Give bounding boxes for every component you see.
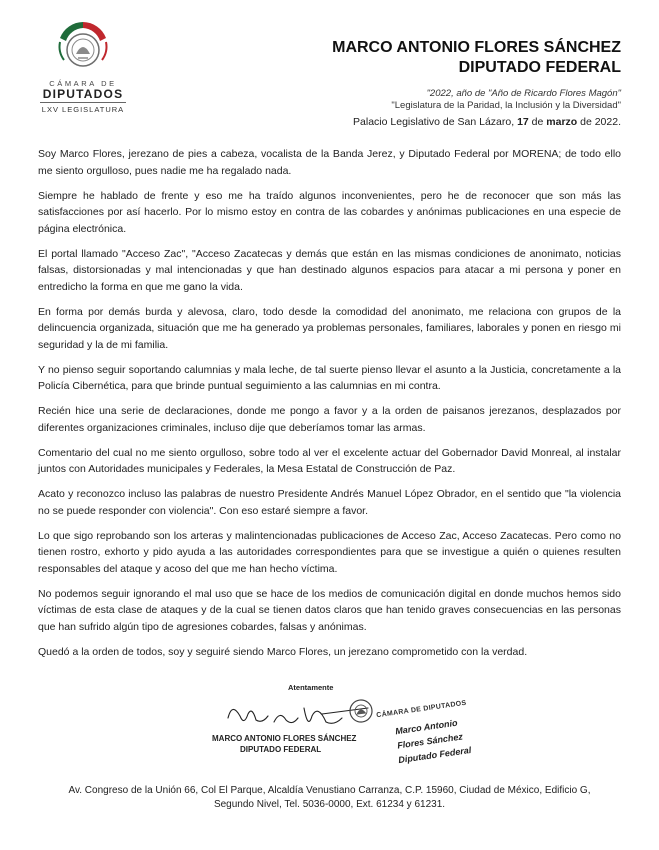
stamp-line: Marco Antonio <box>394 717 459 737</box>
deputy-title: DIPUTADO FEDERAL <box>458 59 621 76</box>
logo-camara-text: CÁMARA DE <box>49 79 117 88</box>
camara-logo <box>28 18 138 114</box>
logo-legislatura-text: LXV LEGISLATURA <box>40 102 126 114</box>
date-middle: de <box>528 116 547 128</box>
paragraph: Y no pienso seguir soportando calumnias y mala leche, de tal suerte pienso llevar el asunto a la Justicia, concretamente a la Policía Cibernética, para que brinde puntual seguimiento a las calumnias en mi contra. <box>38 363 621 392</box>
letter-body <box>38 146 621 669</box>
paragraph: El portal llamado "Acceso Zac", "Acceso Zacatecas y demás que están en las mismas condiciones de anonimato, noticias falsas, distorsionadas y mal intencionadas y que han destinado algunos espacios para atacar a mi persona y poner en entredicho la forma en que me gano la vida. <box>38 247 621 293</box>
signer-name: MARCO ANTONIO FLORES SÁNCHEZ <box>212 734 357 743</box>
paragraph: Siempre he hablado de frente y eso me ha traído algunos inconvenientes, pero he de reconocer que son más las satisfacciones por así hacerlo. Por lo mismo estoy en contra de las cobardes y anónimas publicaciones en una especie de página electrónica. <box>38 189 621 235</box>
logo-diputados-text: DIPUTADOS <box>42 87 124 101</box>
date-month: marzo <box>546 116 578 128</box>
paragraph: Quedó a la orden de todos, soy y seguiré siendo Marco Flores, un jerezano comprometido con la verdad. <box>38 645 528 658</box>
address-footer <box>38 784 621 812</box>
paragraph: Soy Marco Flores, jerezano de pies a cabeza, vocalista de la Banda Jerez, y Diputado Federal por MORENA; de todo ello me siento orgulloso, pues nadie me ha regalado nada. <box>38 148 621 177</box>
date-day: 17 <box>517 116 529 128</box>
legislature-motto: "Legislatura de la Paridad, la Inclusión y la Diversidad" <box>391 100 621 111</box>
coat-of-arms-icon <box>54 18 112 76</box>
paragraph: Acato y reconozco incluso las palabras de nuestro Presidente Andrés Manuel López Obrador, en el sentido que "la violencia no se puede responder con violencia". Con eso estaré siempre a favor. <box>38 488 621 517</box>
official-stamp-icon <box>344 696 379 726</box>
paragraph: Recién hice una serie de declaraciones, donde me pongo a favor y a la orden de paisanos jerezanos, desplazados por diferentes organizaciones criminales, incluso dije que deberíamos tomar las armas. <box>38 405 621 434</box>
letterhead <box>332 38 621 112</box>
atentamente-label: Atentamente <box>288 683 334 692</box>
signer-title: DIPUTADO FEDERAL <box>240 745 322 754</box>
stamp-line: Diputado Federal <box>397 744 472 766</box>
paragraph: Lo que sigo reprobando son los arteras y malintencionadas publicaciones de Acceso Zac, Acceso Zacatecas. Pero como no tienen rostro, exhorto y pido ayuda a las autoridades correspondientes para que se investigue a quién o quienes resulten responsables del ataque y acoso del que me han hecho víctima. <box>38 529 621 575</box>
paragraph: En forma por demás burda y alevosa, claro, todo desde la comodidad del anonimato, me relaciona con grupos de la delincuencia organizada, situación que me ha generado ya problemas personales, familiares, laborales y ponen en riesgo mi seguridad y la de mi familia. <box>38 305 621 351</box>
date-suffix: de 2022. <box>577 116 621 128</box>
footer-line: Av. Congreso de la Unión 66, Col El Parque, Alcaldía Venustiano Carranza, C.P. 15960, Ciudad de México, Edificio G, <box>68 785 591 796</box>
year-slogan: "2022, año de "Año de Ricardo Flores Magón" <box>426 88 621 99</box>
place-date <box>353 116 621 128</box>
deputy-name: MARCO ANTONIO FLORES SÁNCHEZ <box>332 39 621 56</box>
place-prefix: Palacio Legislativo de San Lázaro, <box>353 116 518 128</box>
paragraph: Comentario del cual no me siento orgulloso, sobre todo al ver el excelente actuar del Gobernador David Monreal, al instalar juntos con Autoridades municipales y Federales, la Mesa Estatal de Construcción de Paz. <box>38 446 621 475</box>
paragraph: No podemos seguir ignorando el mal uso que se hace de los medios de comunicación digital en donde muchos hemos sido víctimas de esta clase de ataques y de la cual se tienen datos claros que han tenido graves consecuencias en las personas que han sufrido algún tipo de agresiones cobardes, falsas y anónimas. <box>38 587 621 633</box>
stamp-header: CÁMARA DE DIPUTADOS <box>375 699 467 720</box>
stamp-line: Flores Sánchez <box>396 731 464 751</box>
footer-line: Segundo Nivel, Tel. 5036-0000, Ext. 61234 y 61231. <box>213 799 446 810</box>
